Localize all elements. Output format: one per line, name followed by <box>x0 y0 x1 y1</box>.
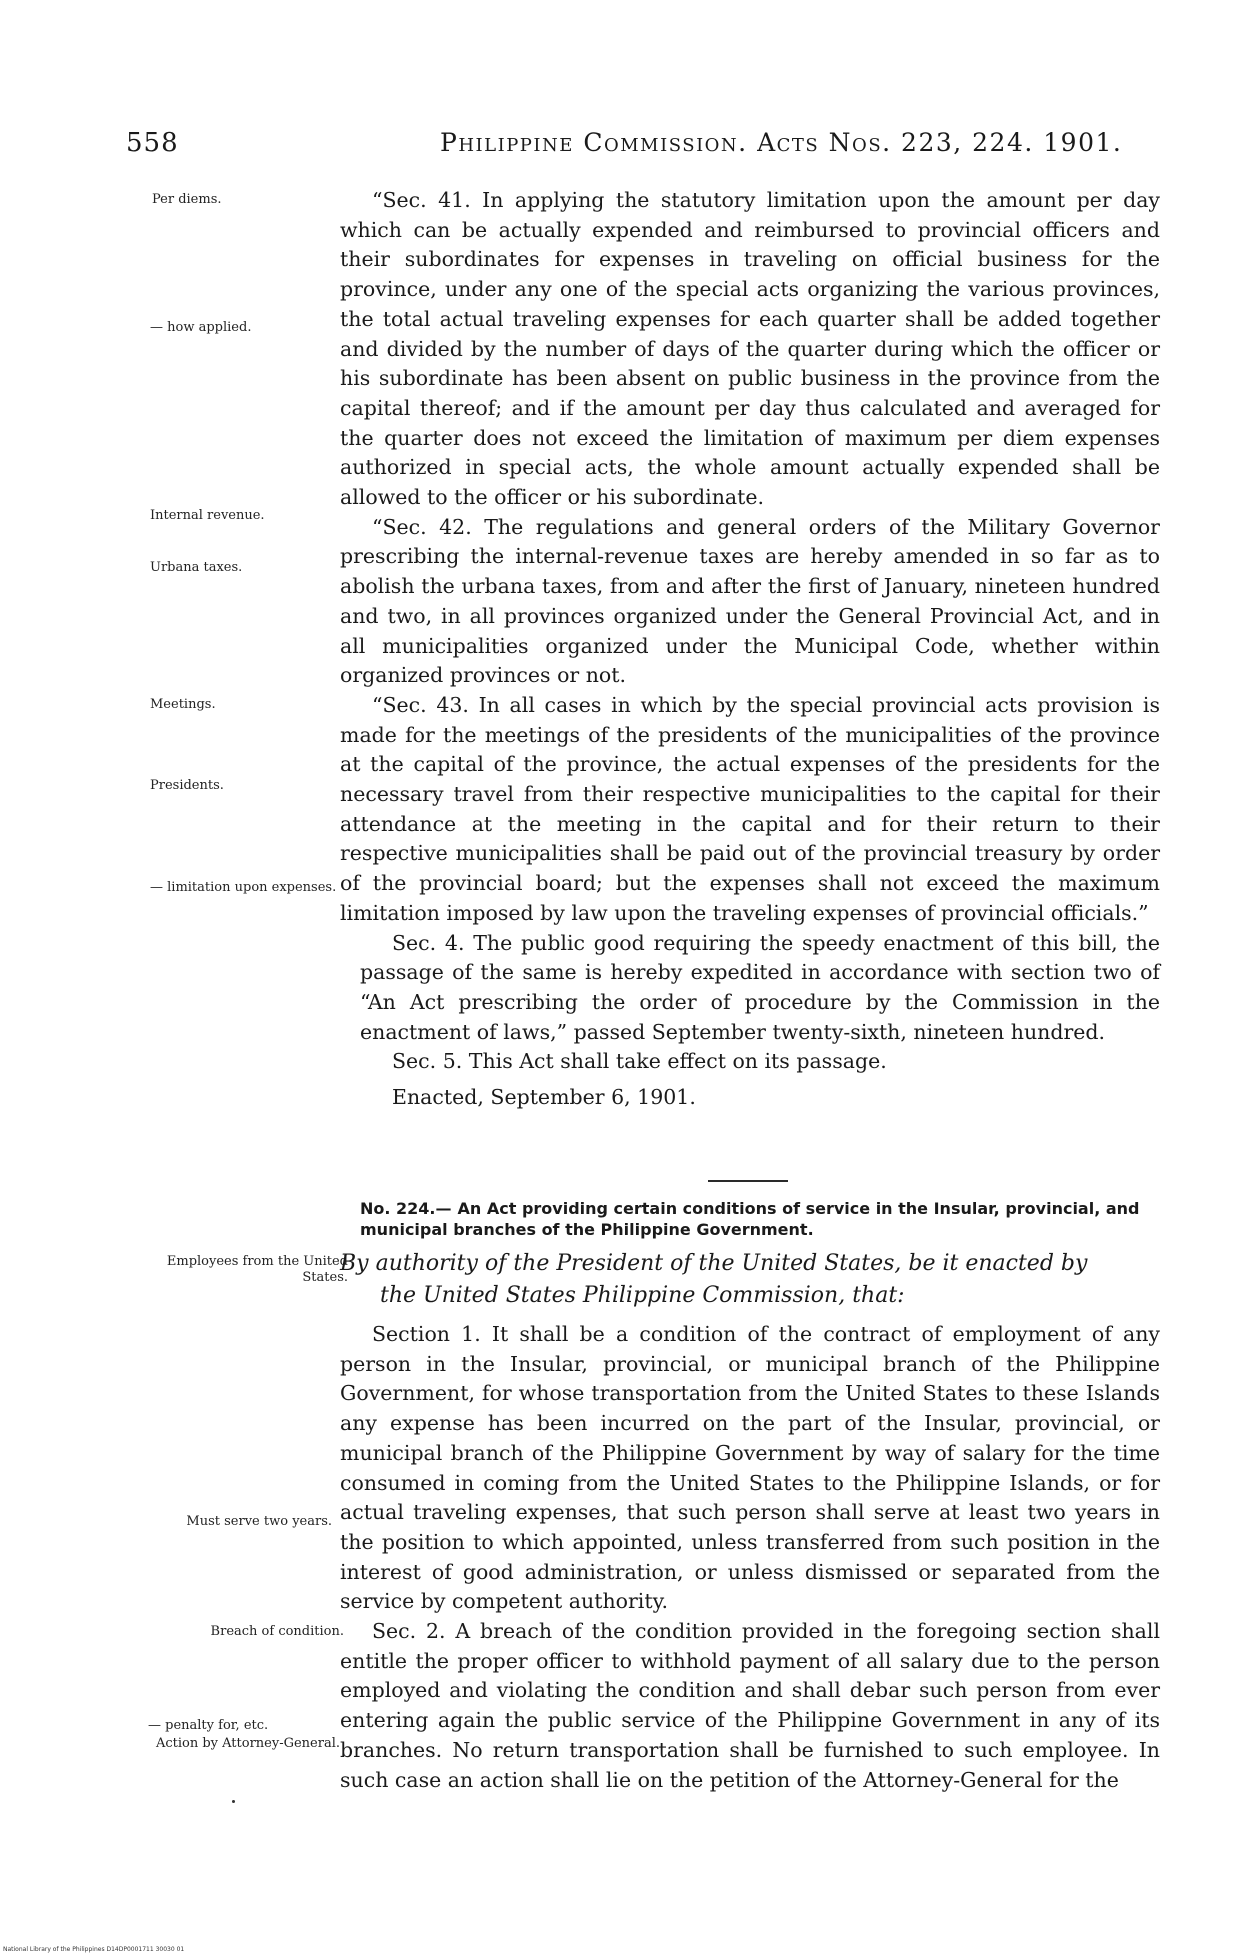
page-number: 558 <box>126 128 179 158</box>
act-title-text: An Act providing certain conditions of service in the Insular, provincial, and municipal branches of the Philippine Government. <box>360 1199 1140 1239</box>
act-number: No. 224.— <box>360 1199 452 1218</box>
act-224-section-1: Section 1. It shall be a condition of the contract of employment of any person in the Insular, provincial, or municipal branch of the Philippine Government, for whose transportation from the United States to these Islands any expense has been incurred on the part of the Insular, provincial, or municipal branch of the Philippine Government by way of salary for the time consumed in coming from the United States to the Philippine Islands, or for actual traveling expenses, that such person shall serve at least two years in the position to which appointed, unless transferred from such position in the interest of good administration, or unless dismissed or separated from the service by competent authority. <box>340 1322 1160 1614</box>
scan-speck <box>232 1800 235 1803</box>
act-224-title <box>360 1198 1150 1240</box>
margin-note-internal-revenue: Internal revenue. <box>150 508 265 523</box>
margin-note-must-serve: Must serve two years. <box>186 1514 332 1529</box>
enacting-clause <box>340 1248 1140 1312</box>
margin-note-employees-us: Employees from the United States. <box>166 1254 348 1285</box>
margin-note-presidents: Presidents. <box>150 778 224 793</box>
act-224-section-2: Sec. 2. A breach of the condition provided in the foregoing section shall entitle the proper officer to withhold payment of all salary due to the person employed and violating the condition and shall debar such person from ever entering again the public service of the Philippine Government in any of its branches. No return transportation shall be furnished to such employee. In such case an action shall lie on the petition of the Attorney-General for the <box>340 1619 1160 1792</box>
section-divider <box>708 1180 788 1182</box>
section-5: Sec. 5. This Act shall take effect on its passage. <box>392 1049 887 1074</box>
section-42: “Sec. 42. The regulations and general orders of the Military Governor prescribing the internal-revenue taxes are hereby amended in so far as to abolish the urbana taxes, from and after the first of January, nineteen hundred and two, in all provinces organized under the General Provincial Act, and in all municipalities organized under the Municipal Code, whether within organized provinces or not. <box>340 514 1160 688</box>
margin-note-urbana-taxes: Urbana taxes. <box>150 560 243 575</box>
running-head: Philippine Commission. Acts Nos. 223, 224. 1901. <box>440 128 1123 157</box>
margin-note-penalty: — penalty for, etc. <box>148 1718 269 1733</box>
margin-note-per-diems: Per diems. <box>152 192 222 207</box>
section-41: “Sec. 41. In applying the statutory limitation upon the amount per day which can be actually expended and reimbursed to provincial officers and their subordinates for expenses in traveling on official business for the province, under any one of the special acts organizing the various provinces, the total actual traveling expenses for each quarter shall be added together and divided by the number of days of the quarter during which the officer or his subordinate has been absent on public business in the province from the capital thereof; and if the amount per day thus calculated and averaged for the quarter does not exceed the limitation of maximum per diem expenses authorized in special acts, the whole amount actually expended shall be allowed to the officer or his subordinate. <box>340 188 1160 510</box>
margin-note-how-applied: — how applied. <box>150 320 252 335</box>
enacting-line-1: By authority of the President of the United States, be it enacted by <box>340 1251 1088 1276</box>
section-4: Sec. 4. The public good requiring the speedy enactment of this bill, the passage of the same is hereby expedited in accordance with section two of “An Act prescribing the order of procedure by the Commission in the enactment of laws,” passed September twenty-sixth, nineteen hundred. <box>360 930 1160 1044</box>
margin-note-meetings: Meetings. <box>150 697 216 712</box>
enacting-line-2: the United States Philippine Commission, that: <box>380 1283 905 1308</box>
margin-note-action-ag: Action by Attorney-General. <box>155 1736 340 1751</box>
enacted-date: Enacted, September 6, 1901. <box>392 1085 696 1110</box>
library-stamp: National Library of the Philippines D14DP0001711 30030 01 <box>3 1946 185 1953</box>
margin-note-breach: Breach of condition. <box>210 1624 344 1639</box>
section-43: “Sec. 43. In all cases in which by the special provincial acts provision is made for the meetings of the presidents of the municipalities of the province at the capital of the province, the actual expenses of the presidents for the necessary travel from their respective municipalities to the capital for their attendance at the meeting in the capital and for their return to their respective municipalities shall be paid out of the provincial treasury by order of the provincial board; but the expenses shall not exceed the maximum limitation imposed by law upon the traveling expenses of provincial officials.” <box>340 692 1160 925</box>
act-224-body <box>340 1320 1160 1795</box>
act-223-continuation <box>340 186 1160 1113</box>
margin-note-limitation-expenses: — limitation upon expenses. <box>150 880 337 895</box>
